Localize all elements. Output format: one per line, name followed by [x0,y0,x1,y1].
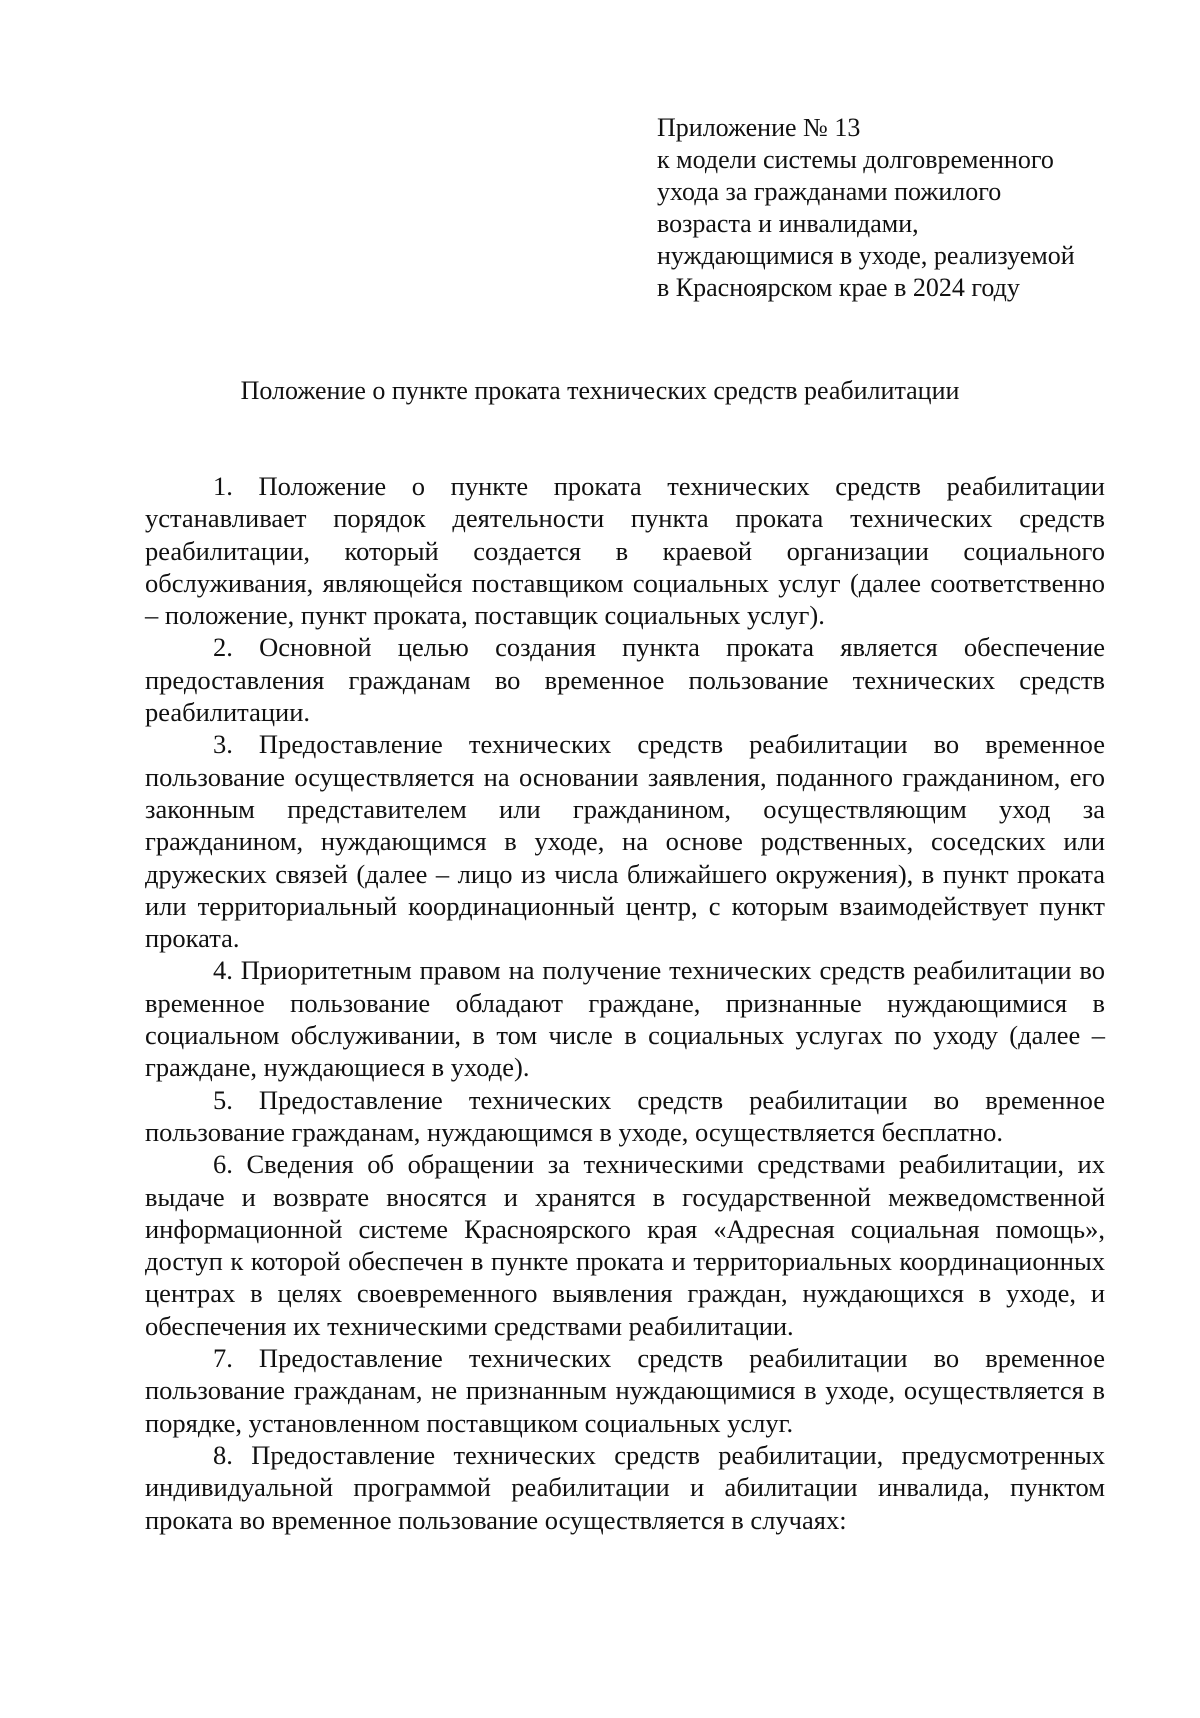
paragraph-4: 4. Приоритетным правом на получение технических средств реабилитации во временное пользование обладают граждане, признанные нуждающимися в социальном обслуживании, в том числе в социальных услугах по уходу (далее – граждане, нуждающиеся в уходе). [145,955,1105,1083]
appendix-header [657,112,1177,304]
appendix-line: ухода за гражданами пожилого [657,177,1002,206]
paragraph-7: 7. Предоставление технических средств реабилитации во временное пользование гражданам, не признанным нуждающимися в уходе, осуществляется в порядке, установленном поставщиком социальных услуг. [145,1343,1105,1438]
paragraph-5: 5. Предоставление технических средств реабилитации во временное пользование гражданам, нуждающимся в уходе, осуществляется бесплатно. [145,1084,1105,1147]
paragraph-3: 3. Предоставление технических средств реабилитации во временное пользование осуществляется на основании заявления, поданного гражданином, его законным представителем или гражданином, осуществляющим уход за гражданином, нуждающимся в уходе, на основе родственных, соседских или дружеских связей (далее – лицо из числа ближайшего окружения), в пункт проката или территориальный координационный центр, с которым взаимодействует пункт проката. [145,729,1105,954]
document-title: Положение о пункте проката технических средств реабилитации [240,376,960,405]
appendix-line: к модели системы долговременного [657,145,1054,174]
document-body [145,470,1105,1536]
appendix-line: нуждающимися в уходе, реализуемой [657,241,1075,270]
paragraph-6: 6. Сведения об обращении за техническими средствами реабилитации, их выдаче и возврате вносятся и хранятся в государственной межведомственной информационной системе Красноярского края «Адресная социальная помощь», доступ к которой обеспечен в пункте проката и территориальных координационных центрах в целях своевременного выявления граждан, нуждающихся в уходе, и обеспечения их техническими средствами реабилитации. [145,1149,1105,1341]
paragraph-2: 2. Основной целью создания пункта проката является обеспечение предоставления гражданам во временное пользование технических средств реабилитации. [145,632,1105,728]
appendix-line: в Красноярском крае в 2024 году [657,273,1020,302]
paragraph-1: 1. Положение о пункте проката технических средств реабилитации устанавливает порядок деятельности пункта проката технических средств реабилитации, который создается в краевой организации социального обслуживания, являющейся поставщиком социальных услуг (далее соответственно – положение, пункт проката, поставщик социальных услуг). [145,471,1105,631]
paragraph-8: 8. Предоставление технических средств реабилитации, предусмотренных индивидуальной программой реабилитации и абилитации инвалида, пунктом проката во временное пользование осуществляется в случаях: [145,1439,1105,1535]
appendix-line: Приложение № 13 [657,113,861,142]
appendix-line: возраста и инвалидами, [657,209,919,238]
